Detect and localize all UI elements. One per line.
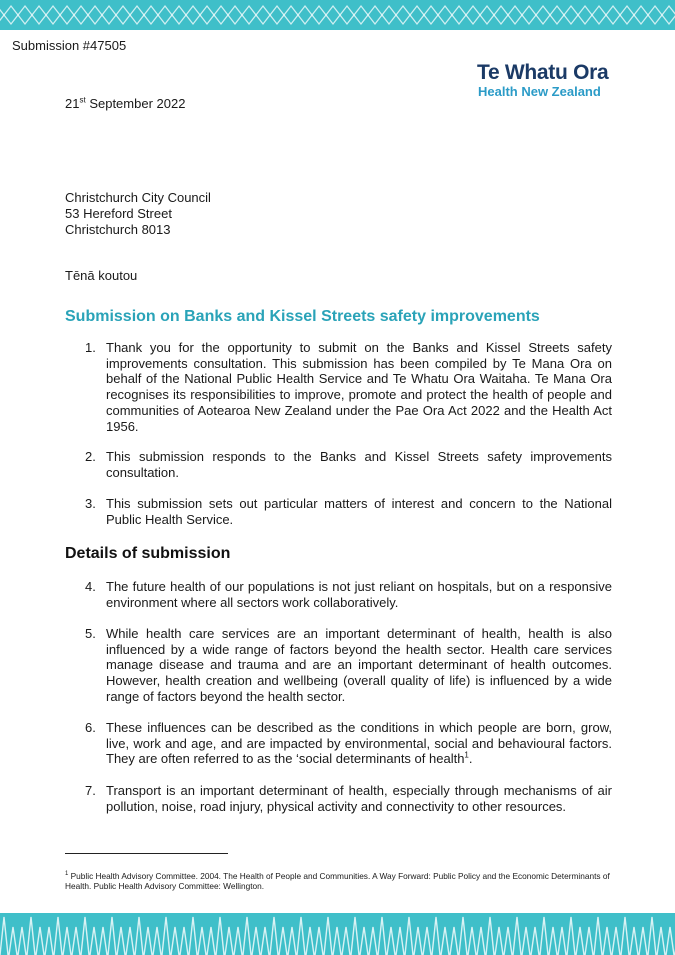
greeting: Tēnā koutou xyxy=(65,268,138,283)
paragraph-number: 3. xyxy=(85,496,96,511)
bottom-pattern-band xyxy=(0,913,675,955)
footnote-mark: 1 xyxy=(65,871,69,878)
paragraph-item xyxy=(85,496,612,527)
paragraph-item xyxy=(85,626,612,705)
recipient-address xyxy=(65,190,211,238)
submission-heading: Submission on Banks and Kissel Streets safety improvements xyxy=(65,308,540,325)
footnote-reference: 1 xyxy=(464,751,469,761)
address-line: 53 Hereford Street xyxy=(65,206,172,221)
paragraph-item xyxy=(85,449,612,480)
address-line: Christchurch 8013 xyxy=(65,222,171,237)
paragraph-text xyxy=(106,720,612,767)
date-rest: September 2022 xyxy=(85,96,186,111)
paragraph-text-body: These influences can be described as the conditions in which people are born, grow, live, work and age, and are impacted by environmental, social and behavioural factors. They are often referred to as the ‘social determinants of health xyxy=(106,720,612,767)
footnote-text: Public Health Advisory Committee. 2004. The Health of People and Communities. A Way Forward: Public Policy and the Economic Determinants of Health. Public Health Advisory Committee: Wellington. xyxy=(65,871,610,891)
te-whatu-ora-logo xyxy=(477,62,608,99)
paragraph-text: This submission sets out particular matters of interest and concern to the National Public Health Service. xyxy=(106,496,612,527)
top-pattern-band xyxy=(0,0,675,30)
paragraph-number: 1. xyxy=(85,340,96,355)
paragraph-item xyxy=(85,783,612,814)
paragraph-item xyxy=(85,340,612,434)
logo-title: Te Whatu Ora xyxy=(477,61,609,84)
paragraph-text: Transport is an important determinant of health, especially through mechanisms of air pollution, noise, road injury, physical activity and connectivity to other resources. xyxy=(106,783,612,814)
letter-date xyxy=(65,96,185,111)
footnote xyxy=(65,871,610,891)
paragraph-text: This submission responds to the Banks and Kissel Streets safety improvements consultation. xyxy=(106,449,612,480)
submission-number: Submission #47505 xyxy=(12,38,127,53)
paragraph-number: 7. xyxy=(85,783,96,798)
paragraph-number: 5. xyxy=(85,626,96,641)
paragraph-number: 2. xyxy=(85,449,96,464)
logo-subtitle: Health New Zealand xyxy=(478,84,601,99)
paragraph-text: The future health of our populations is not just reliant on hospitals, but on a responsive environment where all sectors work collaboratively. xyxy=(106,579,612,610)
paragraph-number: 6. xyxy=(85,720,96,735)
paragraph-item xyxy=(85,579,612,610)
address-line: Christchurch City Council xyxy=(65,190,211,205)
date-day: 21 xyxy=(65,96,80,111)
paragraph-number: 4. xyxy=(85,579,96,594)
paragraph-text-end: . xyxy=(468,751,473,767)
section-heading: Details of submission xyxy=(65,545,231,562)
footnote-divider xyxy=(65,853,228,854)
paragraph-text: Thank you for the opportunity to submit on the Banks and Kissel Streets safety improvements consultation. This submission has been compiled by Te Mana Ora on behalf of the National Public Health Service and Te Whatu Ora Waitaha. Te Mana Ora recognises its responsibilities to improve, promote and protect the health of people and communities of Aotearoa New Zealand under the Pae Ora Act 2022 and the Health Act 1956. xyxy=(106,340,612,434)
date-suffix: st xyxy=(79,95,86,105)
paragraph-text: While health care services are an important determinant of health, health is also influenced by a wide range of factors beyond the health sector. Health care services manage disease and trauma and are an important determinant of health outcomes. However, health creation and wellbeing (overall quality of life) is influenced by a wide range of factors beyond the health sector. xyxy=(106,626,612,704)
paragraph-item xyxy=(85,720,612,767)
